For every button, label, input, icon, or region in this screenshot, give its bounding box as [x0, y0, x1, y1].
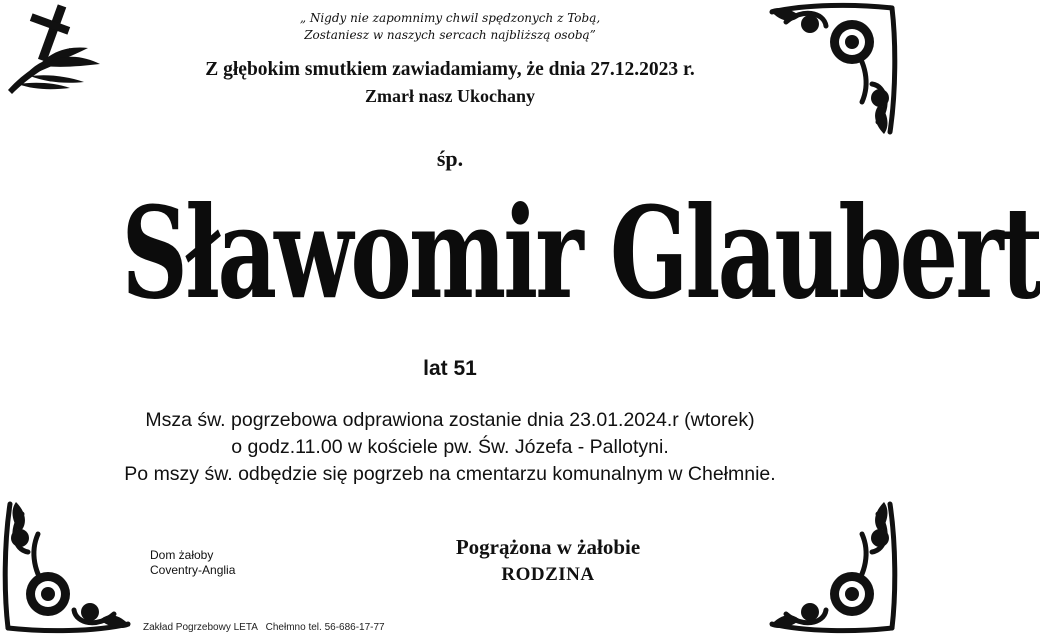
- announcement-line-1: Z głębokim smutkiem zawiadamiamy, że dnia 27.12.2023 r.: [205, 59, 695, 80]
- age: lat 51: [423, 357, 477, 380]
- announcement-line-2: Zmarł nasz Ukochany: [364, 86, 535, 106]
- quote-line-2: Zostaniesz w naszych sercach najbliższą osobą”: [304, 28, 596, 42]
- mourners-signature: [380, 532, 716, 588]
- quote-line-1: „ Nigdy nie zapomnimy chwil spędzonych z Tobą,: [299, 11, 601, 25]
- funeral-home-line-1: Dom żałoby: [150, 548, 214, 562]
- deceased-name: Sławomir Glaubert: [121, 179, 1040, 327]
- footer-funeral-company: Zakład Pogrzebowy LETA Chełmno tel. 56-686-17-77: [143, 622, 385, 633]
- memorial-quote: [0, 10, 900, 44]
- mourners-line-2: RODZINA: [501, 564, 595, 585]
- floral-corner-ornament-icon: [2, 496, 134, 634]
- ceremony-line-3: Po mszy św. odbędzie się pogrzeb na cmentarzu komunalnym w Chełmnie.: [124, 463, 776, 485]
- ceremony-line-1: Msza św. pogrzebowa odprawiona zostanie dnia 23.01.2024.r (wtorek): [145, 409, 755, 431]
- funeral-home-note: [150, 548, 235, 578]
- funeral-home-line-2: Coventry-Anglia: [150, 563, 236, 577]
- floral-corner-ornament-icon: [766, 496, 898, 634]
- ceremony-line-2: o godz.11.00 w kościele pw. Św. Józefa - Pallotyni.: [231, 436, 669, 458]
- mourners-line-1: Pogrążona w żałobie: [455, 535, 641, 559]
- ceremony-details: [0, 407, 900, 488]
- name-prefix: śp.: [436, 146, 464, 171]
